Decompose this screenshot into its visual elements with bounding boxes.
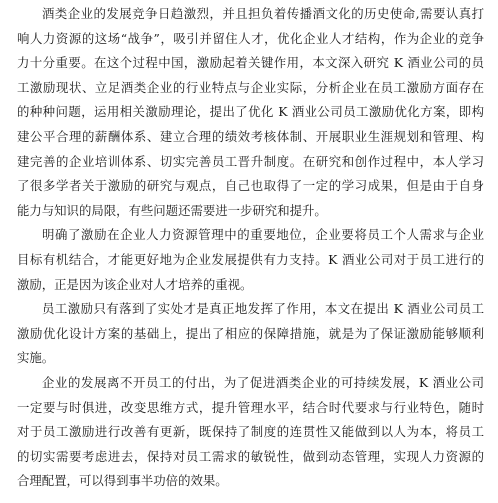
text-line: 能力与知识的局限，有些问题还需要进一步研究和提升。 — [17, 202, 327, 218]
text-line: 明确了激励在企业人力资源管理中的重要地位，企业要将员工个人需求与企业 — [42, 227, 484, 243]
text-line: 建完善的企业培训体系、切实完善员工晋升制度。在研究和创作过程中，本人学习 — [17, 153, 484, 169]
text-line: 建公平合理的薪酬体系、建立合理的绩效考核体制、开展职业生涯规划和管理、构 — [17, 128, 484, 144]
text-line: 一定要与时俱进，改变思维方式，提升管理水平，结合时代要求与行业特色，随时 — [17, 399, 484, 415]
text-line: 员工激励只有落到了实处才是真正地发挥了作用，本文在提出 K 酒业公司员工 — [42, 301, 484, 317]
text-line: 工激励现状、立足酒类企业的行业特点与企业实际，分析企业在员工激励方面存在 — [17, 79, 484, 95]
text-line: 企业的发展离不开员工的付出，为了促进酒类企业的可持续发展，K 酒业公司 — [42, 374, 484, 390]
text-line: 对于员工激励进行改善有更新，既保持了制度的连贯性又能做到以人为本，将员工 — [17, 424, 484, 440]
text-line: 的种种问题，运用相关激励理论，提出了优化 K 酒业公司员工激励优化方案，即构 — [17, 104, 484, 120]
text-line: 合理配置，可以得到事半功倍的效果。 — [17, 473, 228, 489]
text-line: 响人力资源的这场“战争”，吸引并留住人才，优化企业人才结构，作为企业的竞争 — [17, 30, 484, 46]
paragraph-2 — [17, 223, 484, 297]
text-line: 目标有机结合，才能更好地为企业发展提供有力支持。K 酒业公司对于员工进行的 — [17, 251, 484, 267]
text-line: 酒类企业的发展竞争日趋激烈，并且担负着传播酒文化的历史使命,需要认真打 — [42, 6, 484, 21]
paragraph-1 — [17, 2, 484, 223]
text-line: 了很多学者关于激励的研究与观点，自己也取得了一定的学习成果，但是由于自身 — [17, 178, 484, 194]
text-line: 实施。 — [17, 350, 55, 366]
text-line: 力十分重要。在这个过程中国，激励起着关键作用，本文深入研究 K 酒业公司的员 — [17, 55, 484, 71]
text-line: 激励优化设计方案的基础上，提出了相应的保障措施，就是为了保证激励能够顺利 — [17, 325, 484, 341]
text-line: 的切实需要考虑进去，保持对员工需求的敏锐性，做到动态管理，实现人力资源的 — [17, 448, 484, 464]
text-line: 激励，正是因为该企业对人才培养的重视。 — [17, 276, 253, 292]
paragraph-4 — [17, 371, 484, 494]
paragraph-3 — [17, 297, 484, 371]
